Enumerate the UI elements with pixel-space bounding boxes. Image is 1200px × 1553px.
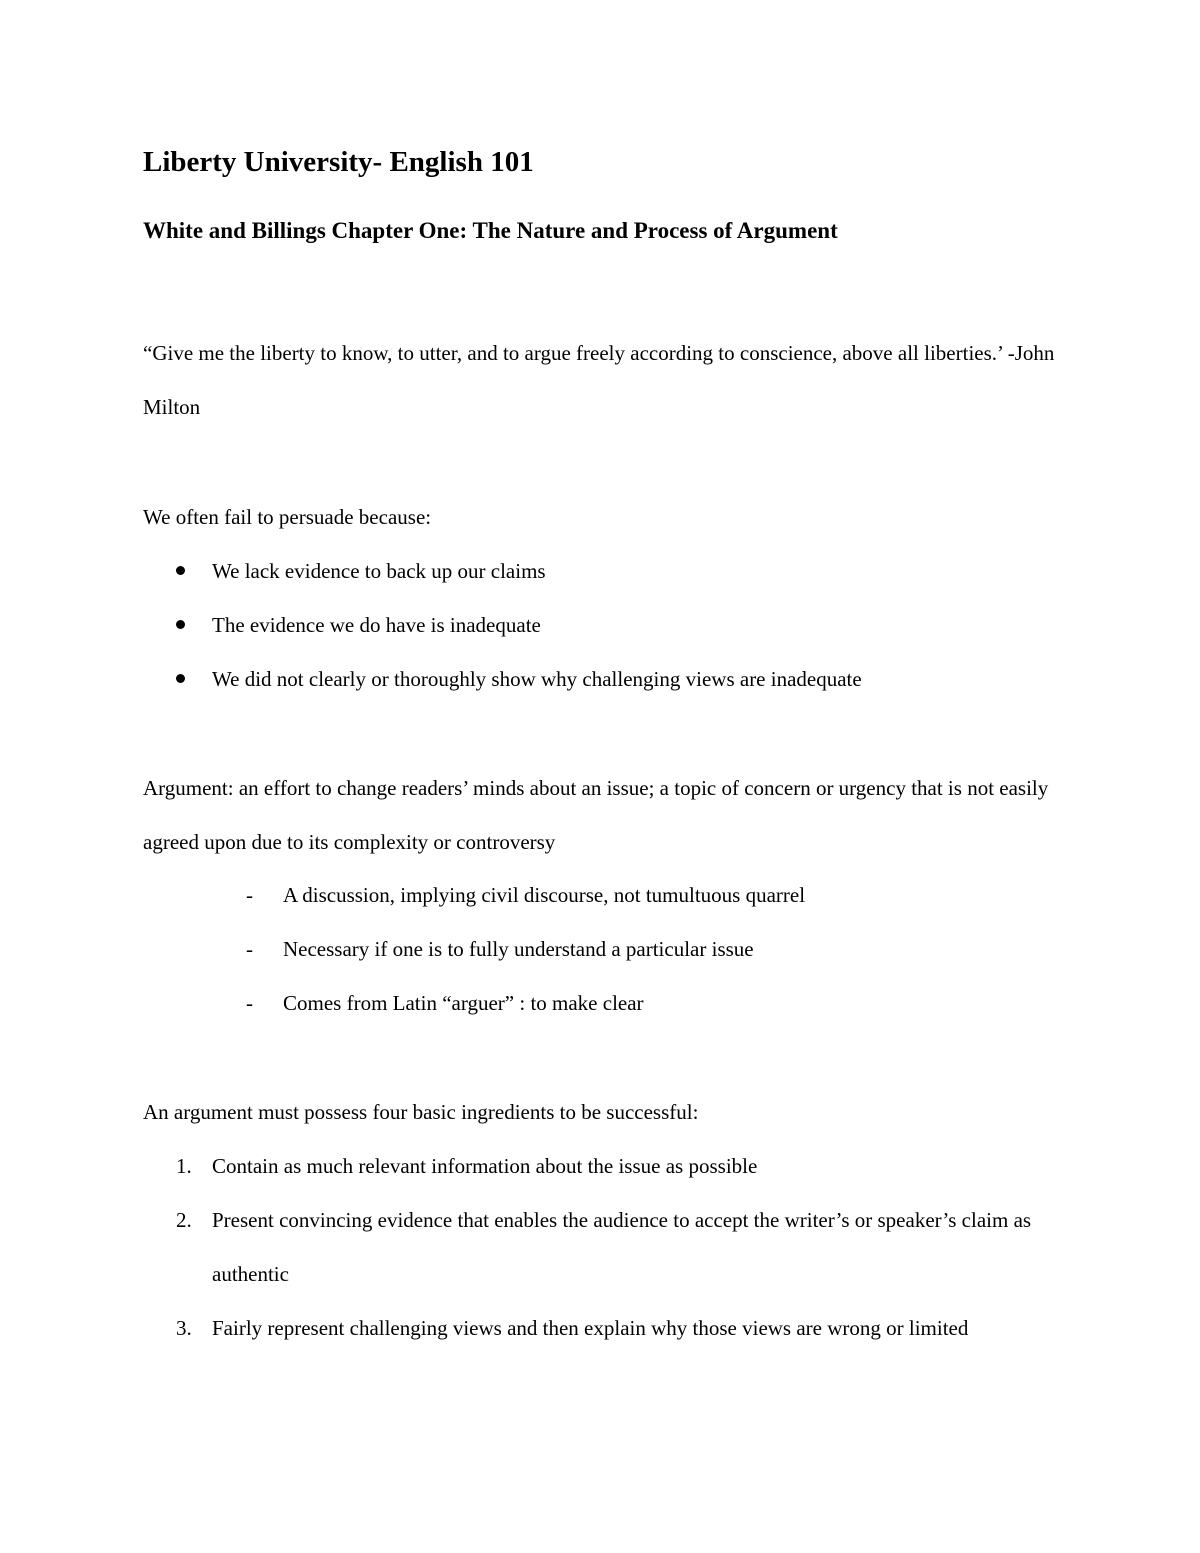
dash-marker-icon: -	[246, 937, 253, 961]
list-item-text: The evidence we do have is inadequate	[212, 613, 541, 637]
list-item	[143, 598, 1073, 652]
list-item-text: Comes from Latin “arguer” : to make clear	[283, 991, 644, 1015]
persuade-intro: We often fail to persuade because:	[143, 505, 432, 529]
list-item-text: Contain as much relevant information about the issue as possible	[212, 1154, 758, 1178]
list-item	[143, 868, 1073, 922]
list-item-text: A discussion, implying civil discourse, not tumultuous quarrel	[283, 883, 806, 907]
bullet-icon	[176, 620, 185, 629]
persuade-reasons-list	[143, 544, 1073, 706]
list-item	[143, 652, 1073, 706]
list-item-text: We did not clearly or thoroughly show why challenging views are inadequate	[212, 667, 862, 691]
dash-marker-icon: -	[246, 883, 253, 907]
list-number: 2.	[176, 1208, 192, 1232]
list-item	[143, 976, 1073, 1030]
list-item	[143, 544, 1073, 598]
list-item	[143, 1301, 1073, 1355]
list-number: 1.	[176, 1154, 192, 1178]
list-item-text: We lack evidence to back up our claims	[212, 559, 546, 583]
definition-points-list	[143, 868, 1073, 1030]
list-item	[143, 1139, 1073, 1193]
list-item	[143, 1193, 1073, 1301]
list-item	[143, 922, 1073, 976]
list-item-text: Present convincing evidence that enables the audience to accept the writer’s or speaker’s claim as authentic	[212, 1208, 1032, 1286]
dash-marker-icon: -	[246, 991, 253, 1015]
list-number: 3.	[176, 1316, 192, 1340]
document-title: Liberty University- English 101	[143, 146, 534, 178]
list-item-text: Fairly represent challenging views and then explain why those views are wrong or limited	[212, 1316, 969, 1340]
list-item-text: Necessary if one is to fully understand a particular issue	[283, 937, 754, 961]
chapter-heading: White and Billings Chapter One: The Nature and Process of Argument	[143, 218, 838, 243]
ingredients-list	[143, 1139, 1073, 1355]
bullet-icon	[176, 566, 185, 575]
ingredients-intro: An argument must possess four basic ingredients to be successful:	[143, 1100, 699, 1124]
milton-quote: “Give me the liberty to know, to utter, and to argue freely according to conscience, above all liberties.’ -John Milton	[143, 341, 1055, 419]
bullet-icon	[176, 674, 185, 683]
argument-definition: Argument: an effort to change readers’ minds about an issue; a topic of concern or urgency that is not easily agreed upon due to its complexity or controversy	[143, 776, 1049, 854]
